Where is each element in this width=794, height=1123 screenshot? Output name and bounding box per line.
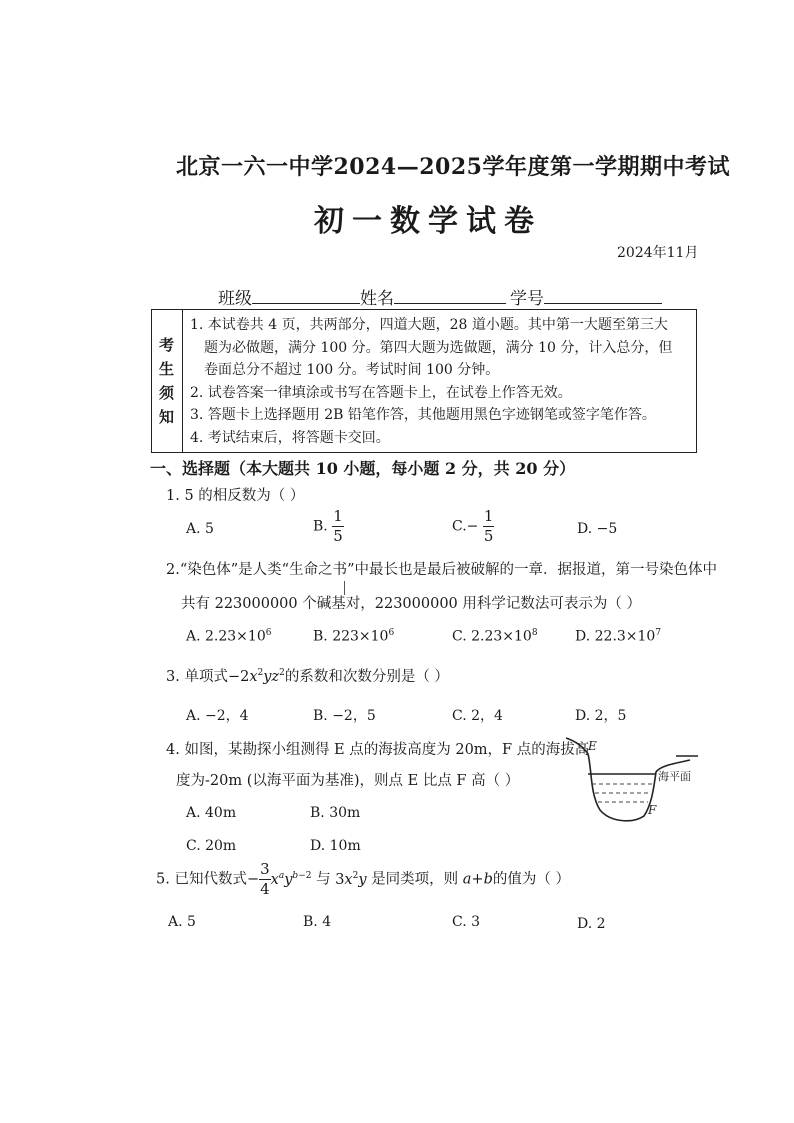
name-label: 姓名: [360, 289, 394, 309]
notice-char: 须: [159, 384, 175, 402]
q5-option-a: A. 5: [168, 914, 196, 930]
q5-stem-middle: 与: [316, 871, 331, 888]
q1-option-b: [313, 509, 344, 544]
q1-c-numerator: 1: [483, 507, 494, 525]
notice-line: 卷面总分不超过 100 分。考试时间 100 分钟。: [204, 362, 500, 378]
q2-d-exponent: 7: [655, 628, 662, 638]
q1-c-fraction: [483, 509, 495, 544]
q1-b-numerator: 1: [333, 507, 343, 525]
q5-option-d: D. 2: [577, 916, 606, 932]
exam-notice-box: [151, 309, 697, 453]
q1-b-prefix: B.: [313, 518, 328, 535]
q2-b-base: B. 223×10: [313, 628, 389, 645]
q2-b-exponent: 6: [388, 628, 395, 638]
q5-stem-prefix: 5. 已知代数式: [156, 871, 247, 888]
id-label: 学号: [510, 289, 544, 309]
q3-option-c: C. 2，4: [452, 708, 503, 724]
q5-option-c: C. 3: [452, 914, 481, 930]
q5-expression: a+b: [462, 871, 493, 888]
q2-d-base: D. 22.3×10: [575, 628, 656, 645]
notice-line: 题为必做题，满分 100 分。第四大题为选做题，满分 10 分，计入总分，但: [204, 339, 673, 356]
q5-stem-suffix: 是同类项，则: [371, 871, 459, 888]
question-5-stem: 5. 已知代数式− $\frac{3}{4}$ $x^ay^{b-2}$ 与 $3x^2y$ 是同类项，则 a+b的值为（ ）: [156, 860, 570, 898]
q4-option-d: D. 10m: [310, 838, 361, 854]
question-4-line-1: 4. 如图，某勘探小组测得 E 点的海拔高度为 20m，F 点的海拔高: [166, 742, 590, 758]
class-blank: [252, 289, 360, 304]
q2-option-c: [452, 628, 538, 645]
q5-numerator: 3: [260, 860, 270, 878]
notice-char: 考: [159, 336, 175, 354]
q3-stem-suffix: 的系数和次数分别是（ ）: [284, 669, 449, 685]
q2-option-a: [186, 628, 271, 645]
name-blank: [394, 289, 506, 304]
q5-denominator: 4: [260, 880, 270, 898]
q1-b-denominator: 5: [333, 527, 343, 545]
sea-level-label: 海平面: [658, 770, 691, 783]
q5-term-1: $x^ay^{b-2}$: [270, 870, 312, 888]
q3-monomial: $-2x^2yz^2$: [227, 668, 285, 685]
notice-line: 1. 本试卷共 4 页，共两部分，四道大题，28 道小题。其中第一大题至第三大: [190, 317, 668, 333]
q1-option-a: A. 5: [186, 521, 214, 537]
q4-option-a: A. 40m: [186, 805, 237, 821]
q1-option-c: [452, 509, 494, 544]
q2-a-exponent: 6: [265, 628, 272, 638]
id-blank: [544, 289, 662, 304]
notice-char: 知: [159, 408, 175, 426]
question-1-stem: 1. 5 的相反数为（ ）: [166, 488, 305, 504]
q5-stem-end: 的值为（ ）: [492, 871, 570, 888]
notice-line: 3. 答题卡上选择题用 2B 铅笔作答，其他题用黑色字迹钢笔或签字笔作答。: [190, 407, 656, 423]
point-e-label: E: [588, 739, 597, 753]
q5-fraction: [259, 862, 271, 897]
exam-date: 2024年11月: [617, 245, 699, 261]
q3-option-b: B. −2，5: [313, 708, 376, 724]
q1-c-denominator: 5: [483, 527, 494, 545]
q1-option-d: D. −5: [577, 521, 618, 537]
section-heading: 一、选择题（本大题共 10 小题，每小题 2 分，共 20 分）: [150, 459, 576, 478]
q2-c-exponent: 8: [531, 628, 538, 638]
q5-term-2: $3x^2y$: [335, 870, 367, 888]
notice-items: [190, 314, 690, 449]
exam-title: 初一数学试卷: [314, 204, 542, 239]
student-info-fields: [218, 284, 662, 309]
q5-option-b: B. 4: [303, 914, 332, 930]
q3-option-a: A. −2，4: [186, 708, 249, 724]
q2-a-base: A. 2.23×10: [186, 628, 266, 645]
q2-option-b: [313, 628, 394, 645]
notice-line: 2. 试卷答案一律填涂或书写在答题卡上，在试卷上作答无效。: [190, 384, 572, 401]
school-title: 北京一六一中学2024—2025学年度第一学期期中考试: [176, 154, 730, 180]
notice-side-label: [152, 310, 183, 452]
question-3-stem: [166, 665, 449, 686]
question-2-line-1: 2.“染色体”是人类“生命之书”中最长也是最后被破解的一章．据报道，第一号染色体中: [166, 562, 717, 578]
sea-level-figure: [560, 730, 710, 830]
notice-line: 4. 考试结束后，将答题卡交回。: [190, 429, 390, 446]
notice-char: 生: [159, 360, 175, 378]
q2-option-d: [575, 628, 661, 645]
question-4-line-2: 度为-20m (以海平面为基准)，则点 E 比点 F 高（ ）: [176, 773, 520, 789]
q1-b-fraction: [332, 509, 344, 544]
q1-c-prefix: C.−: [452, 518, 479, 535]
class-label: 班级: [218, 289, 252, 309]
q2-c-base: C. 2.23×10: [452, 628, 532, 645]
question-2-line-2: 共有 223000000 个碱基对，223000000 用科学记数法可表示为（ ）: [181, 596, 641, 612]
q4-option-c: C. 20m: [186, 838, 237, 854]
q4-option-b: B. 30m: [310, 805, 361, 821]
q3-option-d: D. 2，5: [575, 708, 627, 724]
q3-stem-prefix: 3. 单项式: [166, 669, 228, 685]
point-f-label: F: [648, 803, 657, 817]
